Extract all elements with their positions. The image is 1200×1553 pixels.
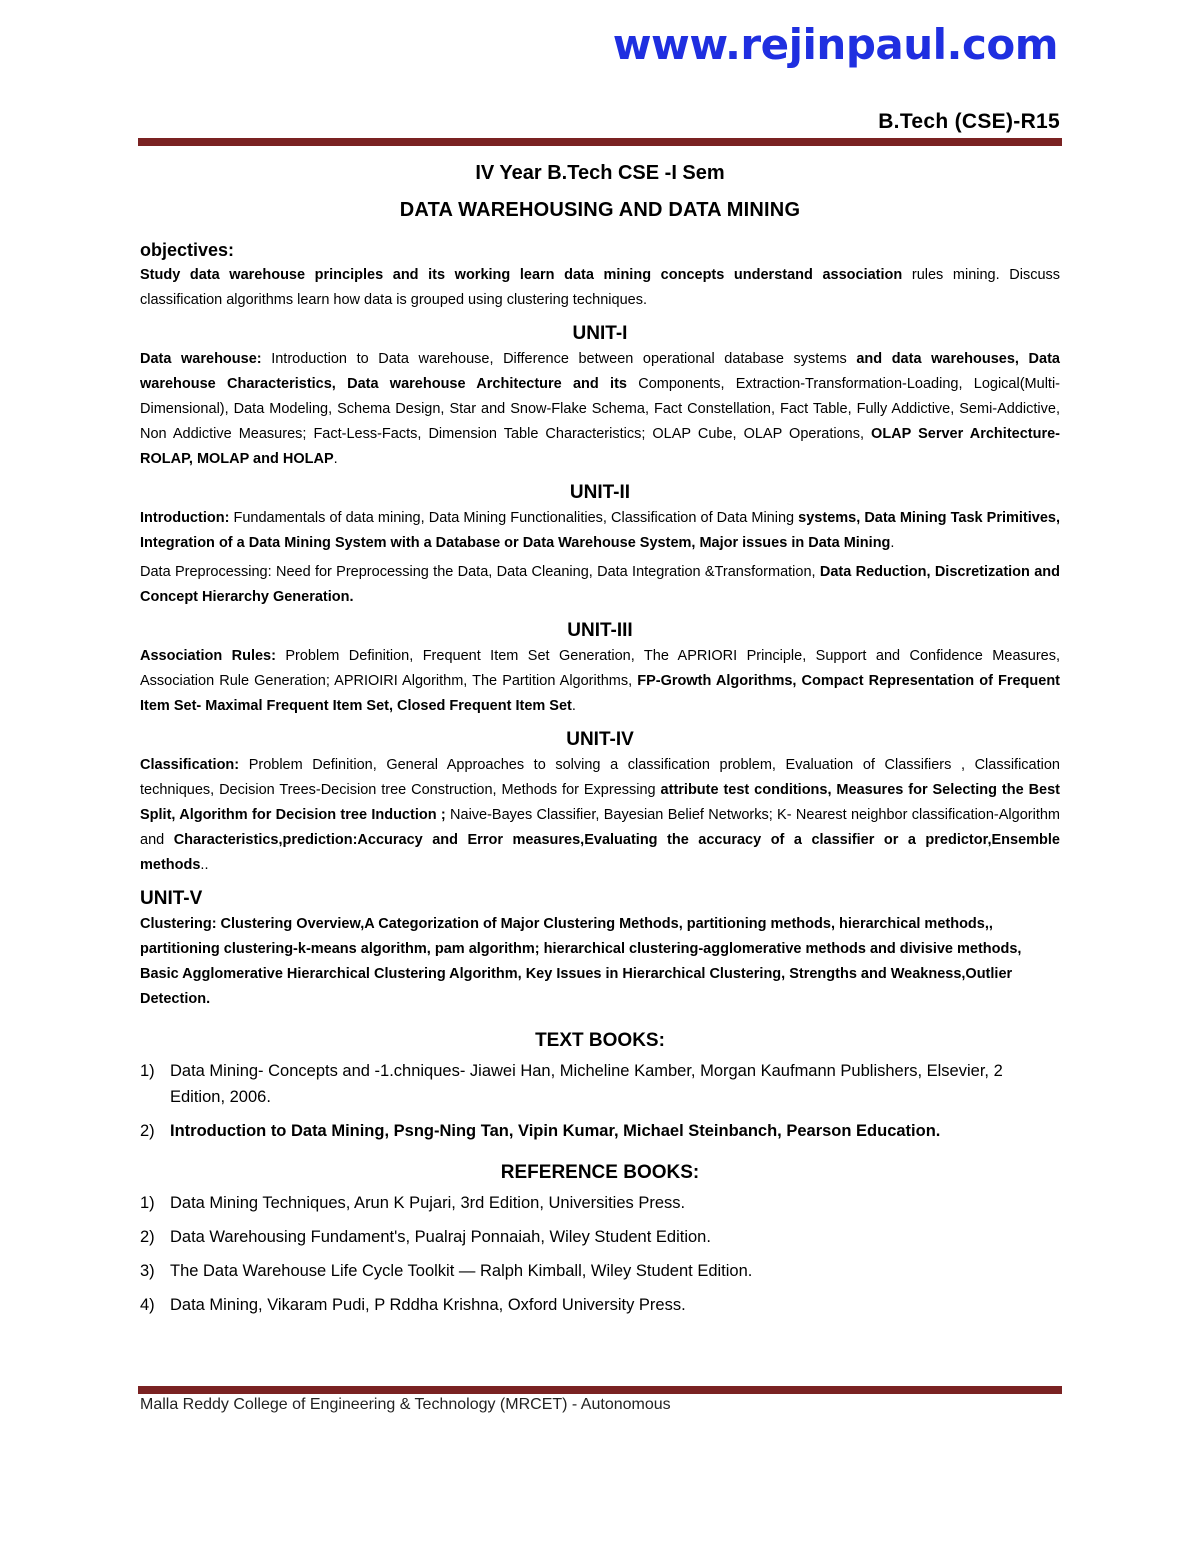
year-title: IV Year B.Tech CSE -I Sem: [475, 162, 725, 184]
unit-3-title: UNIT-III: [567, 620, 633, 641]
objectives-text: [140, 263, 1060, 313]
text-book-number: 2): [140, 1122, 155, 1140]
reference-book-item: [140, 1224, 1060, 1250]
reference-book-number: 4): [140, 1296, 155, 1314]
unit-1-b1: and data warehouses, Data warehouse Characteristics, Data warehouse Architecture and its: [140, 351, 1060, 392]
reference-book-title: Data Warehousing Fundament's, Pualraj Ponnaiah, Wiley Student Edition.: [170, 1228, 711, 1246]
reference-book-number: 1): [140, 1194, 155, 1212]
unit-4-b1: attribute test conditions, Measures for Selecting the Best Split, Algorithm for Decision tree Induction ;: [140, 782, 1060, 823]
unit-4-lead: Classification:: [140, 757, 240, 773]
text-book-item: [140, 1118, 1060, 1144]
unit-4-title: UNIT-IV: [566, 729, 634, 750]
unit-4-p1: Problem Definition, General Approaches to solving a classification problem, Evaluation of Classifiers , Classification techniques, Decision Trees-Decision tree Construction, Methods for Expressing: [140, 757, 1060, 798]
unit-3-lead: Association Rules:: [140, 648, 276, 664]
footer-text: Malla Reddy College of Engineering & Technology (MRCET) - Autonomous: [140, 1396, 671, 1413]
unit-2-lead1: Introduction:: [140, 510, 230, 526]
unit-4-p3: ..: [200, 857, 209, 873]
syllabus-content: [140, 158, 1060, 1326]
unit-2-b2: Data Reduction, Discretization and Concept Hierarchy Generation.: [140, 564, 1060, 605]
unit-4-p2: Naive-Bayes Classifier, Bayesian Belief Networks; K- Nearest neighbor classification-Algorithm and: [140, 807, 1060, 848]
text-book-title: Data Mining- Concepts and -1.chniques- Jiawei Han, Micheline Kamber, Morgan Kaufmann Publishers, Elsevier, 2 Edition, 2006.: [170, 1062, 1003, 1106]
unit-2-text-b: [140, 560, 1060, 610]
text-book-item: [140, 1058, 1060, 1110]
unit-2-b1: systems, Data Mining Task Primitives, Integration of a Data Mining System with a Database or Data Warehouse System, Major issues in Data Mining: [140, 510, 1060, 551]
unit-3-p1: Problem Definition, Frequent Item Set Generation, The APRIORI Principle, Support and Confidence Measures, Association Rule Generation; APRIOIRI Algorithm, The Partition Algorithms,: [140, 648, 1060, 689]
unit-5-title: UNIT-V: [140, 888, 203, 909]
unit-2-text-a: [140, 506, 1060, 556]
objectives-bold: Study data warehouse principles and its working learn data mining concepts understand association: [140, 267, 903, 283]
unit-2-lead2: Data Preprocessing:: [140, 564, 272, 580]
reference-book-item: [140, 1258, 1060, 1284]
unit-1-b2: OLAP Server Architecture-ROLAP, MOLAP and HOLAP: [140, 426, 1060, 467]
reference-book-item: [140, 1292, 1060, 1318]
reference-book-title: The Data Warehouse Life Cycle Toolkit — Ralph Kimball, Wiley Student Edition.: [170, 1262, 753, 1280]
unit-3-text: [140, 644, 1060, 719]
unit-2-p3: Need for Preprocessing the Data, Data Cleaning, Data Integration &Transformation,: [271, 564, 820, 580]
unit-4-b2: Characteristics,prediction:Accuracy and Error measures,Evaluating the accuracy of a classifier or a predictor,Ensemble methods: [140, 832, 1060, 873]
reference-book-number: 2): [140, 1228, 155, 1246]
reference-book-title: Data Mining Techniques, Arun K Pujari, 3rd Edition, Universities Press.: [170, 1194, 686, 1212]
unit-2-p2: .: [890, 535, 895, 551]
text-book-title: Introduction to Data Mining, Psng-Ning Tan, Vipin Kumar, Michael Steinbanch, Pearson Education.: [170, 1122, 941, 1140]
objectives-rest: rules mining. Discuss classification algorithms learn how data is grouped using clustering techniques.: [140, 267, 1061, 308]
unit-1-p3: .: [333, 451, 338, 467]
unit-3-p2: .: [571, 698, 576, 714]
unit-1-p1: Introduction to Data warehouse, Difference between operational database systems: [261, 351, 857, 367]
website-link[interactable]: www.rejinpaul.com: [612, 20, 1058, 69]
reference-books-heading: REFERENCE BOOKS:: [500, 1162, 700, 1183]
objectives-heading: objectives:: [140, 240, 235, 260]
footer-divider: [138, 1386, 1062, 1394]
unit-4-text: [140, 753, 1060, 878]
unit-1-p2: Components, Extraction-Transformation-Loading, Logical(Multi-Dimensional), Data Modeling, Schema Design, Star and Snow-Flake Schema, Fact Constellation, Fact Table, Fully Addictive, Semi-Addictive, Non Addictive Measures; Fact-Less-Facts, Dimension Table Characteristics; OLAP Cube, OLAP Operations,: [140, 376, 1060, 442]
unit-2-p1: Fundamentals of data mining, Data Mining Functionalities, Classification of Data Mining: [229, 510, 799, 526]
subject-title: DATA WAREHOUSING AND DATA MINING: [399, 199, 801, 221]
unit-1-title: UNIT-I: [572, 323, 628, 344]
unit-2-title: UNIT-II: [569, 482, 631, 503]
text-books-heading: TEXT BOOKS:: [535, 1030, 665, 1051]
reference-book-number: 3): [140, 1262, 155, 1280]
unit-5-text: [140, 912, 1060, 1012]
text-book-number: 1): [140, 1062, 155, 1080]
unit-3-b1: FP-Growth Algorithms, Compact Representation of Frequent Item Set- Maximal Frequent Item Set, Closed Frequent Item Set: [140, 673, 1061, 714]
header-divider: [138, 138, 1062, 146]
course-code: B.Tech (CSE)-R15: [878, 110, 1060, 133]
reference-book-title: Data Mining, Vikaram Pudi, P Rddha Krishna, Oxford University Press.: [170, 1296, 686, 1314]
unit-1-text: [140, 347, 1060, 472]
unit-5-body: Clustering: Clustering Overview,A Categorization of Major Clustering Methods, partitioning methods, hierarchical methods,, partitioning clustering-k-means algorithm, pam algorithm; hierarchical clustering-agglomerative methods and divisive methods, Basic Agglomerative Hierarchical Clustering Algorithm, Key Issues in Hierarchical Clustering, Strengths and Weakness,Outlier Detection.: [140, 916, 1022, 1007]
unit-1-lead: Data warehouse:: [140, 351, 262, 367]
reference-book-item: [140, 1190, 1060, 1216]
